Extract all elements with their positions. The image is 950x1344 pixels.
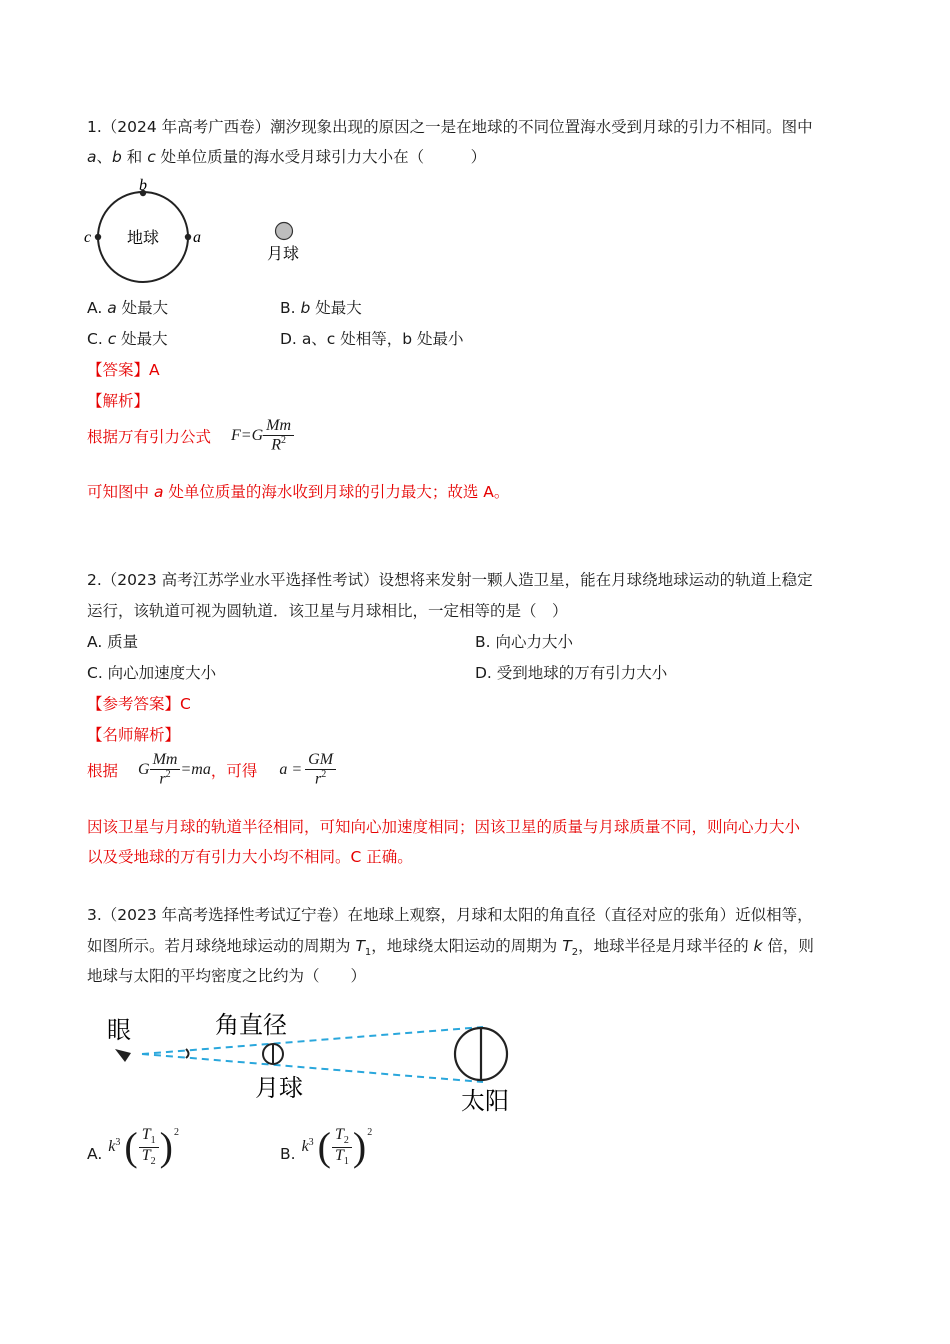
q1-line2 xyxy=(87,145,486,167)
q1-sep: 、 xyxy=(96,148,113,166)
q1-opt-b-var: b xyxy=(300,299,311,317)
q1-var-b: b xyxy=(112,148,122,166)
q2-conclusion-line2: 以及受地球的万有引力大小均不相同。C 正确。 xyxy=(87,848,413,866)
q2-f2-lhs: a = xyxy=(279,760,303,778)
q2-analysis-heading: 【名师解析】 xyxy=(87,726,181,744)
q3-opt-b-kexp: 3 xyxy=(308,1137,314,1148)
q1-formula-line xyxy=(87,418,294,454)
angle-arc xyxy=(186,1049,189,1058)
sun-label: 太阳 xyxy=(461,1087,509,1115)
q3-line3: 地球与太阳的平均密度之比约为（ ） xyxy=(87,967,367,985)
q1-formula-den-exp: 2 xyxy=(280,434,286,446)
q1-formula-eq: =G xyxy=(240,426,264,444)
q3-opt-b-label: B. xyxy=(280,1145,296,1164)
q3-opt-a-lparen: ( xyxy=(124,1124,138,1170)
q2-formula1 xyxy=(138,752,211,788)
q2-conclusion-line1: 因该卫星与月球的轨道半径相同，可知向心加速度相同；因该卫星的质量与月球质量不同，则向心力大小 xyxy=(87,818,801,836)
q2-option-c: C. 向心加速度大小 xyxy=(87,664,217,682)
q3-opt-a-num-T: T xyxy=(141,1126,151,1143)
q1-stem-rest: 处单位质量的海水受月球引力大小在（ ） xyxy=(155,148,487,166)
q1-opt-c-text: 处最大 xyxy=(121,330,168,348)
label-b: b xyxy=(139,177,147,194)
q2-f2-num: GM xyxy=(305,752,336,770)
moon-label: 月球 xyxy=(267,244,300,263)
q3-opt-a-exp: 2 xyxy=(173,1127,179,1138)
q1-opt-d-label: D. xyxy=(280,330,297,348)
q3-l2-b: ，地球绕太阳运动的周期为 xyxy=(371,937,563,955)
q3-T1: T xyxy=(355,937,365,955)
q3-opt-b-num-sub: 2 xyxy=(343,1135,349,1147)
q3-T2-sub: 2 xyxy=(571,947,579,959)
q3-angular-diameter-figure xyxy=(100,1005,540,1120)
q3-opt-a-kexp: 3 xyxy=(115,1137,121,1148)
q3-line2 xyxy=(87,934,814,958)
q2-f2-fraction xyxy=(305,752,336,788)
q3-opt-a-label: A. xyxy=(87,1145,103,1164)
q3-l2-d: 倍，则 xyxy=(762,937,814,955)
q2-line2: 运行，该轨道可视为圆轨道．该卫星与月球相比，一定相等的是（ ） xyxy=(87,602,568,620)
q3-stem-line1: （2023 年高考选择性考试辽宁卷）在地球上观察，月球和太阳的角直径（直径对应的张角）近似相等， xyxy=(101,906,813,924)
q2-f1-rhs: =ma xyxy=(180,760,211,778)
q3-opt-a-k: k xyxy=(108,1138,116,1156)
label-c: c xyxy=(84,229,92,246)
moon-label-q3: 月球 xyxy=(255,1074,303,1102)
q2-stem-line1: （2023 高考江苏学业水平选择性考试）设想将来发射一颗人造卫星，能在月球绕地球运动的轨道上稳定 xyxy=(101,571,813,589)
q2-option-b: B. 向心力大小 xyxy=(475,633,573,651)
q1-formula-lead: 根据万有引力公式 xyxy=(87,427,212,446)
q3-T2: T xyxy=(562,937,572,955)
q1-option-c xyxy=(87,327,168,349)
q3-opt-a-den-T: T xyxy=(141,1146,151,1164)
q1-var-c: c xyxy=(147,148,156,166)
q2-option-a: A. 质量 xyxy=(87,633,139,651)
q3-opt-b-den-sub: 1 xyxy=(343,1155,349,1167)
q1-option-d xyxy=(280,327,464,349)
q3-opt-a-den-sub: 2 xyxy=(150,1155,156,1167)
angle-label: 角直径 xyxy=(215,1011,287,1039)
q3-opt-b-rparen: ) xyxy=(352,1124,367,1170)
q2-formula-mid: ，可得 xyxy=(210,761,258,780)
q1-opt-a-var: a xyxy=(107,299,117,317)
q2-f1-G: G xyxy=(138,760,150,778)
q3-number: 3. xyxy=(87,906,102,924)
q2-answer: 【参考答案】C xyxy=(87,695,191,713)
q1-formula-lhs: F xyxy=(231,426,241,444)
q3-k: k xyxy=(753,937,763,955)
eye-label: 眼 xyxy=(107,1016,131,1044)
q1-conclusion xyxy=(87,480,509,502)
q1-conclusion-post: 处单位质量的海水收到月球的引力最大；故选 A。 xyxy=(163,483,510,501)
q1-option-a xyxy=(87,296,168,318)
q1-opt-b-text: 处最大 xyxy=(315,299,362,317)
q1-opt-a-text: 处最大 xyxy=(121,299,169,317)
q3-opt-b-exp: 2 xyxy=(367,1127,373,1138)
q1-option-b xyxy=(280,296,362,318)
q1-formula-den: R xyxy=(271,436,281,454)
point-c xyxy=(95,234,101,240)
q3-l2-c: ，地球半径是月球半径的 xyxy=(578,937,754,955)
q1-and: 和 xyxy=(121,148,148,166)
q3-option-b xyxy=(280,1124,373,1170)
q3-opt-b-lparen: ( xyxy=(317,1124,331,1170)
eye-icon xyxy=(115,1049,131,1062)
q2-formula-lead: 根据 xyxy=(87,761,119,780)
q1-formula-num: Mm xyxy=(263,418,294,436)
q3-line1 xyxy=(87,903,813,925)
q1-line1 xyxy=(87,115,813,137)
q1-number: 1. xyxy=(87,118,102,136)
q2-f1-fraction xyxy=(150,752,181,788)
q2-line1 xyxy=(87,568,813,590)
q2-number: 2. xyxy=(87,571,102,589)
q3-opt-a-num-sub: 1 xyxy=(150,1135,156,1147)
q2-option-d: D. 受到地球的万有引力大小 xyxy=(475,664,668,682)
q2-f2-den: r xyxy=(314,770,322,788)
q1-answer: 【答案】A xyxy=(87,361,160,379)
earth-label: 地球 xyxy=(127,228,160,247)
q1-opt-c-label: C. xyxy=(87,330,103,348)
label-a: a xyxy=(193,229,201,246)
q2-f2-exp: 2 xyxy=(321,768,327,780)
q2-formula-line xyxy=(87,752,336,788)
q1-var-a: a xyxy=(87,148,97,166)
q3-option-a xyxy=(87,1124,179,1170)
q3-opt-a-rparen: ) xyxy=(159,1124,173,1170)
q3-T1-sub: 1 xyxy=(364,947,372,959)
q3-opt-b-k: k xyxy=(301,1138,309,1156)
q1-opt-b-label: B. xyxy=(280,299,296,317)
q3-opt-b-formula xyxy=(301,1124,373,1170)
upper-sightline xyxy=(142,1027,483,1054)
q3-opt-a-fraction xyxy=(139,1127,159,1167)
q3-l2-a: 如图所示。若月球绕地球运动的周期为 xyxy=(87,937,356,955)
q3-opt-b-num-T: T xyxy=(335,1126,344,1143)
q1-conclusion-pre: 可知图中 xyxy=(87,483,154,501)
q1-opt-c-var: c xyxy=(107,330,117,348)
q1-earth-moon-figure xyxy=(80,172,320,292)
q2-formula2 xyxy=(279,752,336,788)
q1-formula-fraction xyxy=(263,418,294,454)
q2-f1-num: Mm xyxy=(150,752,181,770)
lower-sightline xyxy=(142,1054,483,1082)
q2-f1-exp: 2 xyxy=(165,768,171,780)
moon-disc xyxy=(276,223,293,240)
q1-opt-a-label: A. xyxy=(87,299,103,317)
q1-opt-d-text: a、c 处相等，b 处最小 xyxy=(301,330,464,348)
q3-opt-b-den-T: T xyxy=(335,1146,344,1164)
point-a xyxy=(185,234,191,240)
q1-stem-line1: （2024 年高考广西卷）潮汐现象出现的原因之一是在地球的不同位置海水受到月球的引力不相同。图中 xyxy=(101,118,813,136)
q1-conclusion-var: a xyxy=(153,483,164,501)
q3-opt-b-fraction xyxy=(332,1127,352,1167)
q1-analysis-heading: 【解析】 xyxy=(87,392,150,410)
q3-opt-a-formula xyxy=(108,1124,179,1170)
q2-f1-den: r xyxy=(159,770,166,788)
q1-formula xyxy=(231,418,294,454)
